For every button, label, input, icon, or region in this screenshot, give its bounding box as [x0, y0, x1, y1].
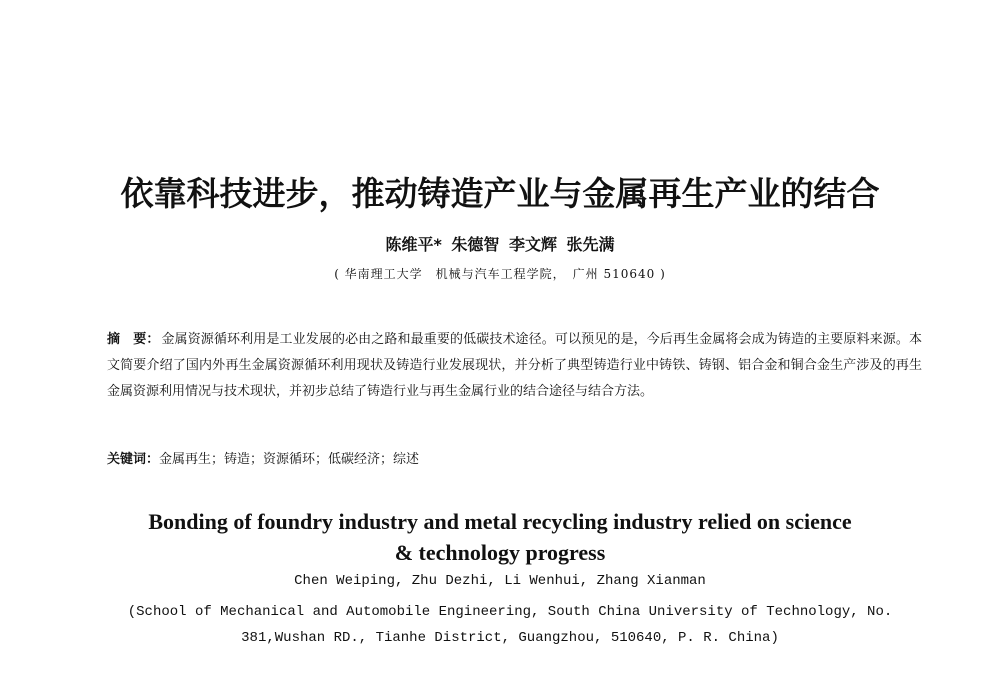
paper-title-english — [100, 506, 900, 568]
keywords-label: 关键词： — [107, 452, 160, 467]
abstract-label: 摘 要： — [107, 332, 160, 347]
keywords-text: 金属再生；铸造；资源循环；低碳经济；综述 — [159, 452, 420, 467]
affiliation-english — [100, 599, 920, 651]
author-list-chinese: 陈维平* 朱德智 李文辉 张先满 — [385, 235, 615, 254]
affiliation-chinese: ( 华南理工大学 机械与汽车工程学院， 广州 510640 ) — [334, 267, 666, 281]
paper-title-chinese: 依靠科技进步，推动铸造产业与金属再生产业的结合 — [120, 174, 880, 213]
abstract-text: 金属资源循环利用是工业发展的必由之路和最重要的低碳技术途径。可以预见的是，今后再生金属将会成为铸造的主要原料来源。本文简要介绍了国内外再生金属资源循环利用现状及铸造行业发展现状，并分析了典型铸造行业中铸铁、铸钢、铝合金和铜合金生产涉及的再生金属资源利用情况与技术现状，并初步总结了铸造行业与再生金属行业的结合途径与结合方法。 — [107, 332, 922, 399]
keywords-section — [107, 449, 922, 471]
affiliation-english-line-2: 381,Wushan RD., Tianhe District, Guangzhou, 510640, P. R. China) — [241, 630, 779, 646]
abstract-section — [107, 327, 922, 405]
author-list-english: Chen Weiping, Zhu Dezhi, Li Wenhui, Zhang Xianman — [294, 573, 706, 589]
paper-title-english-line-2: & technology progress — [394, 540, 606, 565]
paper-title-english-line-1: Bonding of foundry industry and metal recycling industry relied on science — [148, 509, 852, 534]
affiliation-english-line-1: (School of Mechanical and Automobile Engineering, South China University of Technology, No. — [127, 604, 893, 620]
